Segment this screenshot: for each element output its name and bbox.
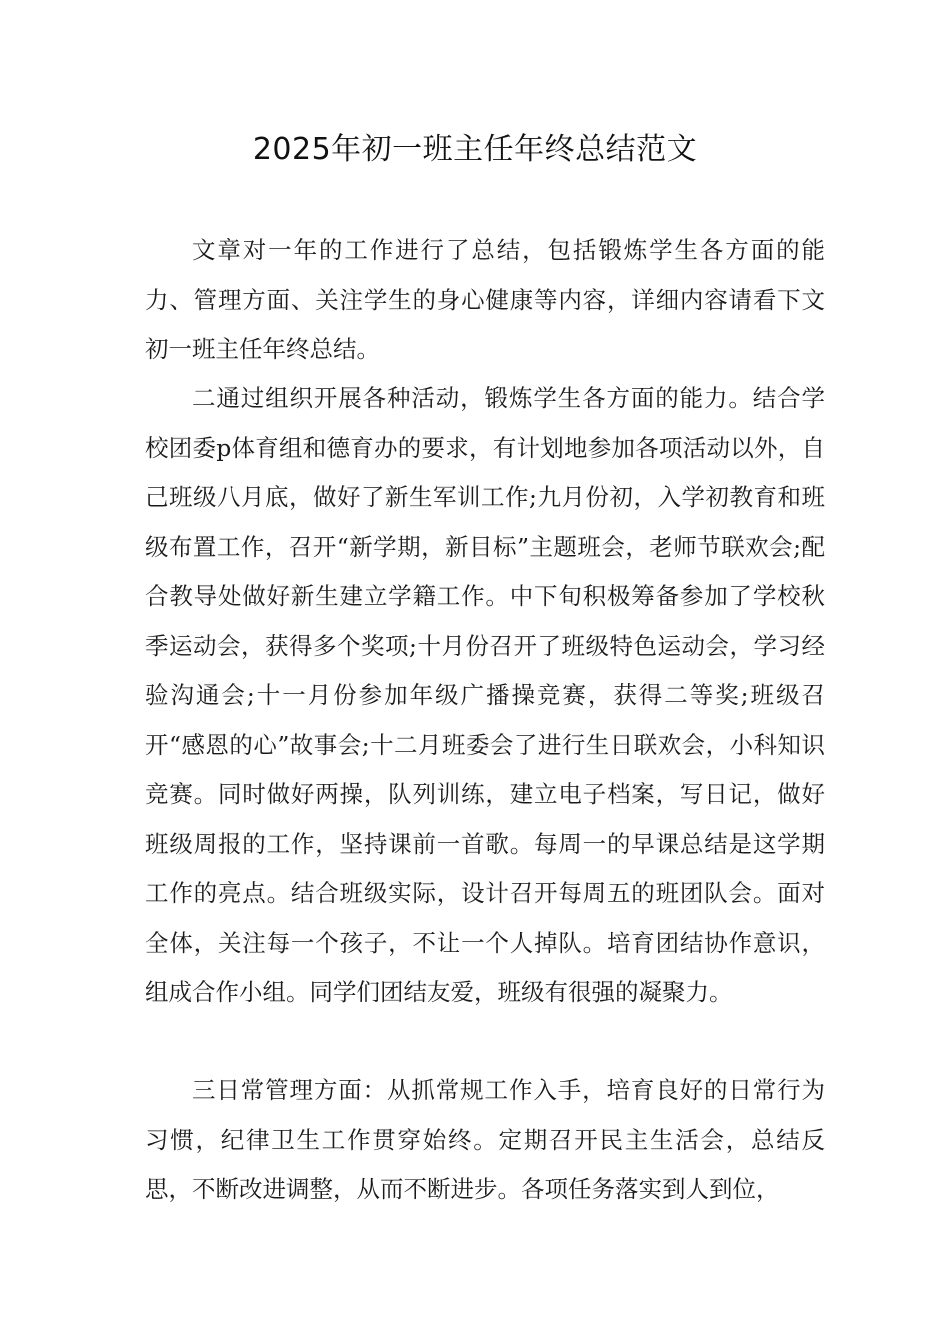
paragraph-activities: 二通过组织开展各种活动，锻炼学生各方面的能力。结合学校团委p体育组和德育办的要求，有计划地参加各项活动以外，自己班级八月底，做好了新生军训工作;九月份初，入学初教育和班级布置工作，召开“新学期，新目标”主题班会，老师节联欢会;配合教导处做好新生建立学籍工作。中下旬积极筹备参加了学校秋季运动会，获得多个奖项;十月份召开了班级特色运动会，学习经验沟通会;十一月份参加年级广播操竞赛，获得二等奖;班级召开“感恩的心”故事会;十二月班委会了进行生日联欢会，小科知识竞赛。同时做好两操，队列训练，建立电子档案，写日记，做好班级周报的工作，坚持课前一首歌。每周一的早课总结是这学期工作的亮点。结合班级实际，设计召开每周五的班团队会。面对全体，关注每一个孩子，不让一个人掉队。培育团结协作意识，组成合作小组。同学们团结友爱，班级有很强的凝聚力。 [145,384,825,1006]
paragraph-intro: 文章对一年的工作进行了总结，包括锻炼学生各方面的能力、管理方面、关注学生的身心健康等内容，详细内容请看下文初一班主任年终总结。 [145,236,825,363]
paragraph-daily-management: 三日常管理方面：从抓常规工作入手，培育良好的日常行为习惯，纪律卫生工作贯穿始终。定期召开民主生活会，总结反思，不断改进调整，从而不断进步。各项任务落实到人到位， [145,1076,825,1203]
document-title: 2025年初一班主任年终总结范文 [252,132,698,167]
